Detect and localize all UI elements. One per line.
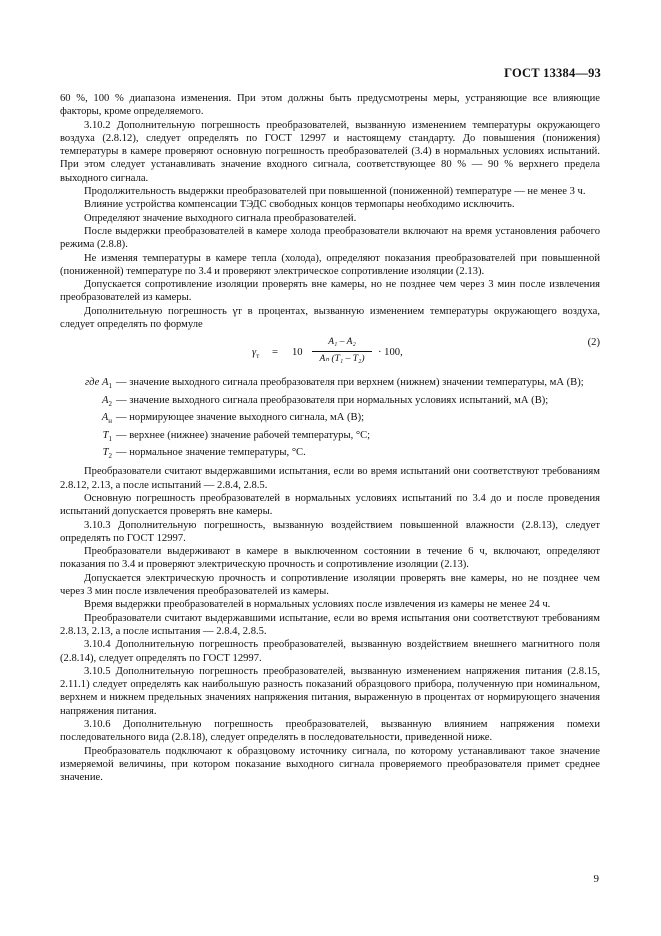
- definition-symbol: $A_2$: [102, 394, 112, 408]
- standard-header: ГОСТ 13384—93: [504, 66, 601, 80]
- paragraph: 3.10.5 Дополнительную погрешность преобразователей, вызванную изменением напряжения питания (2.8.15, 2.11.1) следует определять как наибольшую разность показаний образцового прибора, полученную при номинальном, верхнем и нижнем предельных значениях напряжения питания, выраженную в процентах от нормирующего значения напряжения питания.: [60, 665, 600, 717]
- paragraph: Не изменяя температуры в камере тепла (холода), определяют показания преобразователей при повышенной (пониженной) температуре по 3.4 и проверяют электрическое сопротивление изоляции (2.13).: [60, 252, 600, 277]
- paragraph: Влияние устройства компенсации ТЭДС свободных концов термопары необходимо исключить.: [84, 199, 515, 211]
- paragraph: Время выдержки преобразователей в нормальных условиях после извлечения из камеры не менее 24 ч.: [84, 599, 551, 611]
- formula-denominator: Aₙ (T₁ – T₂): [319, 353, 365, 364]
- definition-text: — нормирующее значение выходного сигнала, мА (В);: [116, 412, 365, 424]
- definition-symbol: где $A_1$: [85, 377, 112, 391]
- formula-tail: · 100,: [378, 347, 403, 359]
- definition-item: [60, 411, 600, 428]
- definition-item: [60, 376, 600, 393]
- definition-text: — верхнее (нижнее) значение рабочей температуры, °С;: [116, 429, 371, 441]
- paragraph: 3.10.3 Дополнительную погрешность, вызванную воздействием повышенной влажности (2.8.13), следует определять по ГОСТ 12997.: [60, 519, 600, 544]
- definition-item: [60, 446, 600, 463]
- paragraph: Основную погрешность преобразователей в нормальных условиях испытаний по 3.4 до и после проведения испытаний допускается проверять вне камеры.: [60, 492, 600, 518]
- formula-coefficient: 10: [292, 347, 303, 359]
- paragraph: 60 %, 100 % диапазона изменения. При этом должны быть предусмотрены меры, устраняющие все влияющие факторы, кроме определяемого.: [60, 93, 600, 118]
- formula-2: [60, 334, 600, 372]
- formula-numerator: A₁ – A₂: [312, 336, 372, 351]
- definition-item: [60, 429, 600, 446]
- paragraph: 3.10.2 Дополнительную погрешность преобразователей, вызванную изменением температуры окружающего воздуха (2.8.12), следует определять по ГОСТ 12997 и настоящему стандарту. До повышения (понижения) температуры в камере проверяют основную погрешность преобразователей (3.4) в нормальных условиях испытаний. При этом следует устанавливать значение входного сигнала, соответствующее 80 % — 90 % верхнего предела выходного сигнала.: [60, 119, 600, 184]
- paragraph: Определяют значение выходного сигнала преобразователей.: [84, 212, 357, 224]
- formula-fraction: [312, 336, 372, 366]
- formula-number: (2): [587, 337, 600, 349]
- paragraph: Преобразователь подключают к образцовому источнику сигнала, по которому устанавливают такое значение измеряемой величины, при котором показание выходного сигнала проверяемого преобразователя примет среднее значение.: [60, 745, 600, 784]
- definition-text: — значение выходного сигнала преобразователя при верхнем (нижнем) значении температуры, мА (В);: [116, 377, 584, 389]
- paragraph: Преобразователи выдерживают в камере в выключенном состоянии в течение 6 ч, включают, определяют показания по 3.4 и проверяют электрическую прочность и сопротивление изоляции (2.13).: [60, 546, 600, 571]
- definition-text: — нормальное значение температуры, °С.: [116, 446, 306, 458]
- paragraph: Продолжительность выдержки преобразователей при повышенной (пониженной) температуре — не менее 3 ч.: [84, 186, 586, 198]
- formula-symbol: $\gamma_т$: [252, 347, 260, 361]
- paragraph: Преобразователи считают выдержавшими испытание, если во время испытания они соответствуют требованиям 2.8.13, 2.13, а после испытания — 2.8.4, 2.8.5.: [60, 612, 600, 637]
- paragraph: Допускается электрическую прочность и сопротивление изоляции проверять вне камеры, но не позднее чем через 3 мин после извлечения преобразователей из камеры.: [60, 572, 600, 598]
- paragraph: Дополнительную погрешность γт в процентах, вызванную изменением температуры окружающего воздуха, следует определять по формуле: [60, 305, 600, 331]
- paragraph: Допускается сопротивление изоляции проверять вне камеры, но не позднее чем через 3 мин после извлечения преобразователей из камеры.: [60, 279, 600, 304]
- paragraph: 3.10.6 Дополнительную погрешность преобразователей, вызванную влиянием напряжения помехи последовательного вида (2.8.18), следует определять в последовательности, приведенной ниже.: [60, 719, 600, 744]
- paragraph: 3.10.4 Дополнительную погрешность преобразователей, вызванную воздействием внешнего магнитного поля (2.8.14), следует определять по ГОСТ 12997.: [60, 639, 600, 664]
- definition-text: — значение выходного сигнала преобразователя при нормальных условиях испытаний, мА (В);: [116, 394, 549, 406]
- definition-item: [60, 394, 600, 411]
- page-number: 9: [593, 873, 599, 885]
- formula-equals: =: [272, 347, 278, 359]
- definition-symbol: $A_н$: [101, 412, 112, 426]
- definition-symbol: $T_2$: [102, 446, 112, 461]
- paragraph: Преобразователи считают выдержавшими испытания, если во время испытаний они соответствуют требованиям 2.8.12, 2.13, а после испытаний — 2.8.4, 2.8.5.: [60, 466, 600, 491]
- definition-symbol: $T_1$: [102, 429, 112, 443]
- paragraph: После выдержки преобразователей в камере холода преобразователи включают на время установления рабочего режима (2.8.8).: [60, 225, 600, 251]
- formula-definitions: [60, 376, 600, 463]
- document-body: [60, 92, 600, 785]
